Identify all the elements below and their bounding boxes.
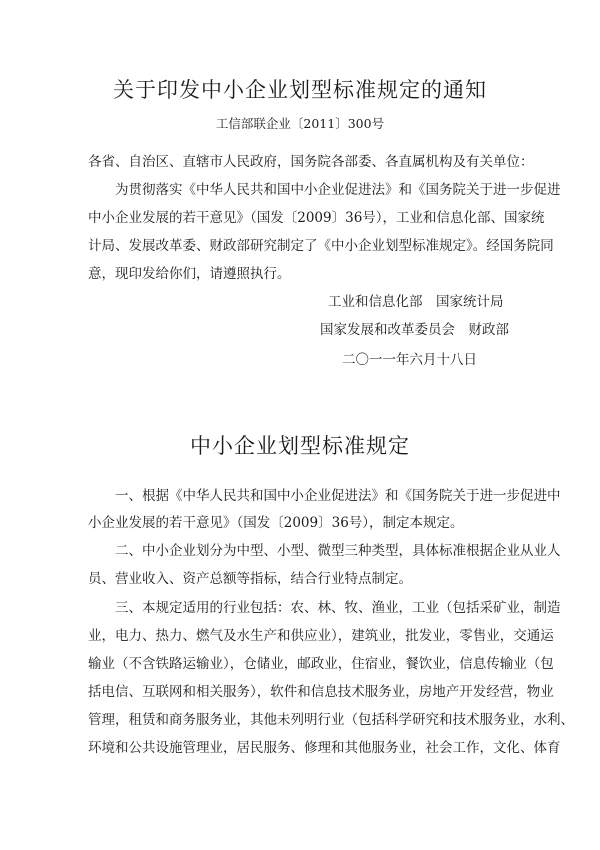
clause-3-line: 业，电力、热力、燃气及水生产和供应业），建筑业，批发业，零售业，交通运 — [88, 628, 554, 644]
issue-date: 二〇一一年六月十八日 — [342, 352, 477, 368]
clause-3-line: 环境和公共设施管理业，居民服务、修理和其他服务业，社会工作，文化、体育 — [88, 740, 561, 756]
notice-body-line: 为贯彻落实《中华人民共和国中小企业促进法》和《国务院关于进一步促进 — [115, 182, 561, 198]
clause-3-line: 输业（不含铁路运输业），仓储业，邮政业，住宿业，餐饮业，信息传输业（包 — [88, 656, 554, 672]
notice-title: 关于印发中小企业划型标准规定的通知 — [113, 78, 487, 102]
clause-2-line: 员、营业收入、资产总额等指标，结合行业特点制定。 — [88, 571, 412, 587]
notice-body-line: 中小企业发展的若干意见》（国发〔2009〕36号），工业和信息化部、国家统 — [88, 210, 545, 226]
clause-1-line: 小企业发展的若干意见》（国发〔2009〕36号），制定本规定。 — [88, 515, 464, 531]
notice-body-line: 计局、发展改革委、财政部研究制定了《中小企业划型标准规定》。经国务院同 — [88, 238, 554, 254]
clause-2-line: 二、中小企业划分为中型、小型、微型三种类型，具体标准根据企业从业人 — [115, 543, 561, 559]
regulation-title: 中小企业划型标准规定 — [190, 434, 410, 458]
document-number: 工信部联企业〔2011〕300号 — [215, 116, 385, 131]
clause-3-line: 括电信、互联网和相关服务），软件和信息技术服务业，房地产开发经营，物业 — [88, 684, 554, 700]
signatories-line-1: 工业和信息化部 国家统计局 — [328, 294, 504, 310]
signatories-line-2: 国家发展和改革委员会 财政部 — [320, 322, 509, 338]
clause-3-line: 三、本规定适用的行业包括：农、林、牧、渔业，工业（包括采矿业，制造 — [115, 600, 561, 616]
addressee-line: 各省、自治区、直辖市人民政府，国务院各部委、各直属机构及有关单位： — [88, 154, 534, 170]
clause-1-line: 一、根据《中华人民共和国中小企业促进法》和《国务院关于进一步促进中 — [115, 488, 561, 504]
notice-body-line: 意，现印发给你们，请遵照执行。 — [88, 266, 291, 282]
clause-3-line: 管理，租赁和商务服务业，其他未列明行业（包括科学研究和技术服务业，水利、 — [88, 712, 574, 728]
